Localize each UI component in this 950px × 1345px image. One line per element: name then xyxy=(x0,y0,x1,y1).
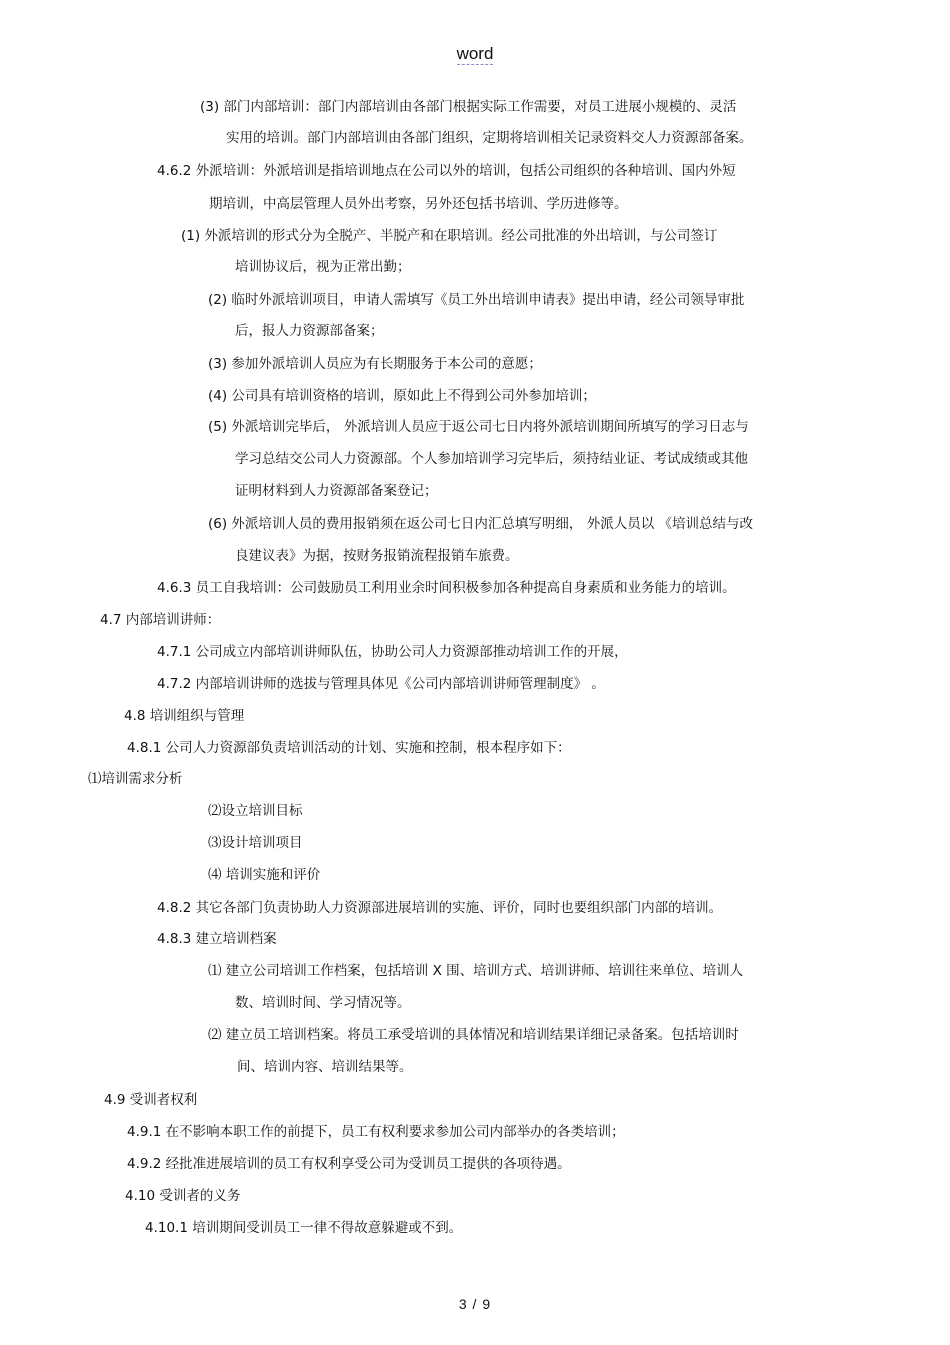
text-line: (5) 外派培训完毕后， 外派培训人员应于返公司七日内将外派培训期间所填写的学习日志与 xyxy=(208,419,749,435)
text-line: 4.6.2 外派培训：外派培训是指培训地点在公司以外的培训，包括公司组织的各种培训、国内外短 xyxy=(157,163,736,179)
text-line: 4.9.2 经批准进展培训的员工有权利享受公司为受训员工提供的各项待遇。 xyxy=(127,1156,571,1172)
text-line: 4.7.2 内部培训讲师的选拔与管理具体见《公司内部培训讲师管理制度》 。 xyxy=(157,676,605,692)
text-line: 学习总结交公司人力资源部。个人参加培训学习完毕后，须持结业证、考试成绩或其他 xyxy=(235,451,748,467)
text-line: 4.7 内部培训讲师： xyxy=(100,612,221,628)
page-number: 3 / 9 xyxy=(458,1296,492,1312)
header-title: word xyxy=(456,44,494,63)
text-line: 后，报人力资源部备案； xyxy=(235,323,384,339)
page-header xyxy=(0,44,950,64)
text-line: 4.10.1 培训期间受训员工一律不得故意躲避或不到。 xyxy=(145,1220,463,1236)
text-line: (3) 参加外派培训人员应为有长期服务于本公司的意愿； xyxy=(208,356,542,372)
text-line: ⑵ 建立员工培训档案。将员工承受培训的具体情况和培训结果详细记录备案。包括培训时 xyxy=(208,1027,739,1043)
text-line: ⑵设立培训目标 xyxy=(208,803,303,819)
text-line: 数、培训时间、学习情况等。 xyxy=(235,995,411,1011)
text-line: 4.9 受训者权利 xyxy=(104,1092,198,1108)
text-line: 4.8.3 建立培训档案 xyxy=(157,931,277,947)
text-line: 间、培训内容、培训结果等。 xyxy=(237,1059,413,1075)
text-line: 实用的培训。部门内部培训由各部门组织，定期将培训相关记录资料交人力资源部备案。 xyxy=(226,130,753,146)
text-line: 培训协议后，视为正常出勤； xyxy=(235,259,411,275)
text-line: ⑶设计培训项目 xyxy=(208,835,303,851)
text-line: ⑷ 培训实施和评价 xyxy=(208,867,321,883)
text-line: 4.8 培训组织与管理 xyxy=(124,708,245,724)
text-line: 良建议表》为据，按财务报销流程报销车旅费。 xyxy=(235,548,519,564)
text-line: 4.10 受训者的义务 xyxy=(125,1188,241,1204)
text-line: ⑴培训需求分析 xyxy=(88,771,183,787)
text-line: (4) 公司具有培训资格的培训，原如此上不得到公司外参加培训； xyxy=(208,388,596,404)
text-line: (3) 部门内部培训：部门内部培训由各部门根据实际工作需要，对员工进展小规模的、灵活 xyxy=(200,99,737,115)
text-line: ⑴ 建立公司培训工作档案，包括培训 X 围、培训方式、培训讲师、培训往来单位、培训人 xyxy=(208,963,744,979)
text-line: 4.9.1 在不影响本职工作的前提下，员工有权利要求参加公司内部举办的各类培训； xyxy=(127,1124,625,1140)
text-line: 4.7.1 公司成立内部培训讲师队伍，协助公司人力资源部推动培训工作的开展， xyxy=(157,644,628,660)
text-line: (2) 临时外派培训项目，申请人需填写《员工外出培训申请表》提出申请，经公司领导审批 xyxy=(208,292,745,308)
text-line: 证明材料到人力资源部备案登记； xyxy=(235,483,438,499)
text-line: (6) 外派培训人员的费用报销须在返公司七日内汇总填写明细， 外派人员以 《培训总结与改 xyxy=(208,516,753,532)
text-line: 4.6.3 员工自我培训：公司鼓励员工利用业余时间积极参加各种提高自身素质和业务能力的培训。 xyxy=(157,580,736,596)
text-line: (1) 外派培训的形式分为全脱产、半脱产和在职培训。经公司批准的外出培训，与公司签订 xyxy=(181,228,718,244)
text-line: 4.8.1 公司人力资源部负责培训活动的计划、实施和控制，根本程序如下： xyxy=(127,740,571,756)
text-line: 4.8.2 其它各部门负责协助人力资源部进展培训的实施、评价，同时也要组织部门内部的培训。 xyxy=(157,900,723,916)
text-line: 期培训，中高层管理人员外出考察，另外还包括书培训、学历进修等。 xyxy=(209,196,628,212)
